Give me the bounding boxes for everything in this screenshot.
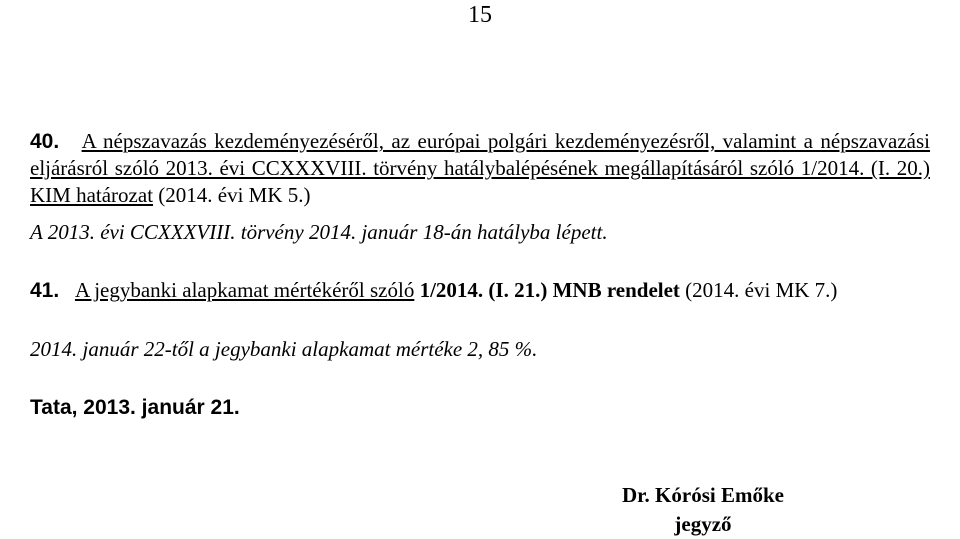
entry-designation: 1/2014. (I. 21.) MNB rendelet [419, 278, 680, 302]
entry-title-link[interactable]: A népszavazás kezdeményezéséről, az európai polgári kezdeményezésről, valamint a népszavazási eljárásról szóló 2013. évi CCXXXVIII. törvény hatálybalépésének megállapításáról szóló 1/2014. (I. 20.) KIM határozat [30, 129, 930, 207]
signature-title: jegyző [674, 512, 732, 536]
entry-41 [30, 277, 930, 304]
entry-40 [30, 128, 930, 208]
entry-source: (2014. évi MK 5.) [158, 182, 311, 207]
entry-number: 41. [30, 279, 60, 302]
entry-41-note: 2014. január 22-től a jegybanki alapkamat mértéke 2, 85 %. [30, 337, 538, 361]
entry-40-note: A 2013. évi CCXXXVIII. törvény 2014. január 18-án hatályba lépett. [30, 220, 608, 244]
page-number: 15 [468, 2, 492, 28]
signature-name: Dr. Kórósi Emőke [622, 483, 784, 507]
entry-source: (2014. évi MK 7.) [685, 278, 838, 302]
place-date: Tata, 2013. január 21. [30, 396, 240, 419]
entry-title-link[interactable]: A jegybanki alapkamat mértékéről szóló [74, 278, 415, 302]
entry-number: 40. [30, 130, 60, 153]
